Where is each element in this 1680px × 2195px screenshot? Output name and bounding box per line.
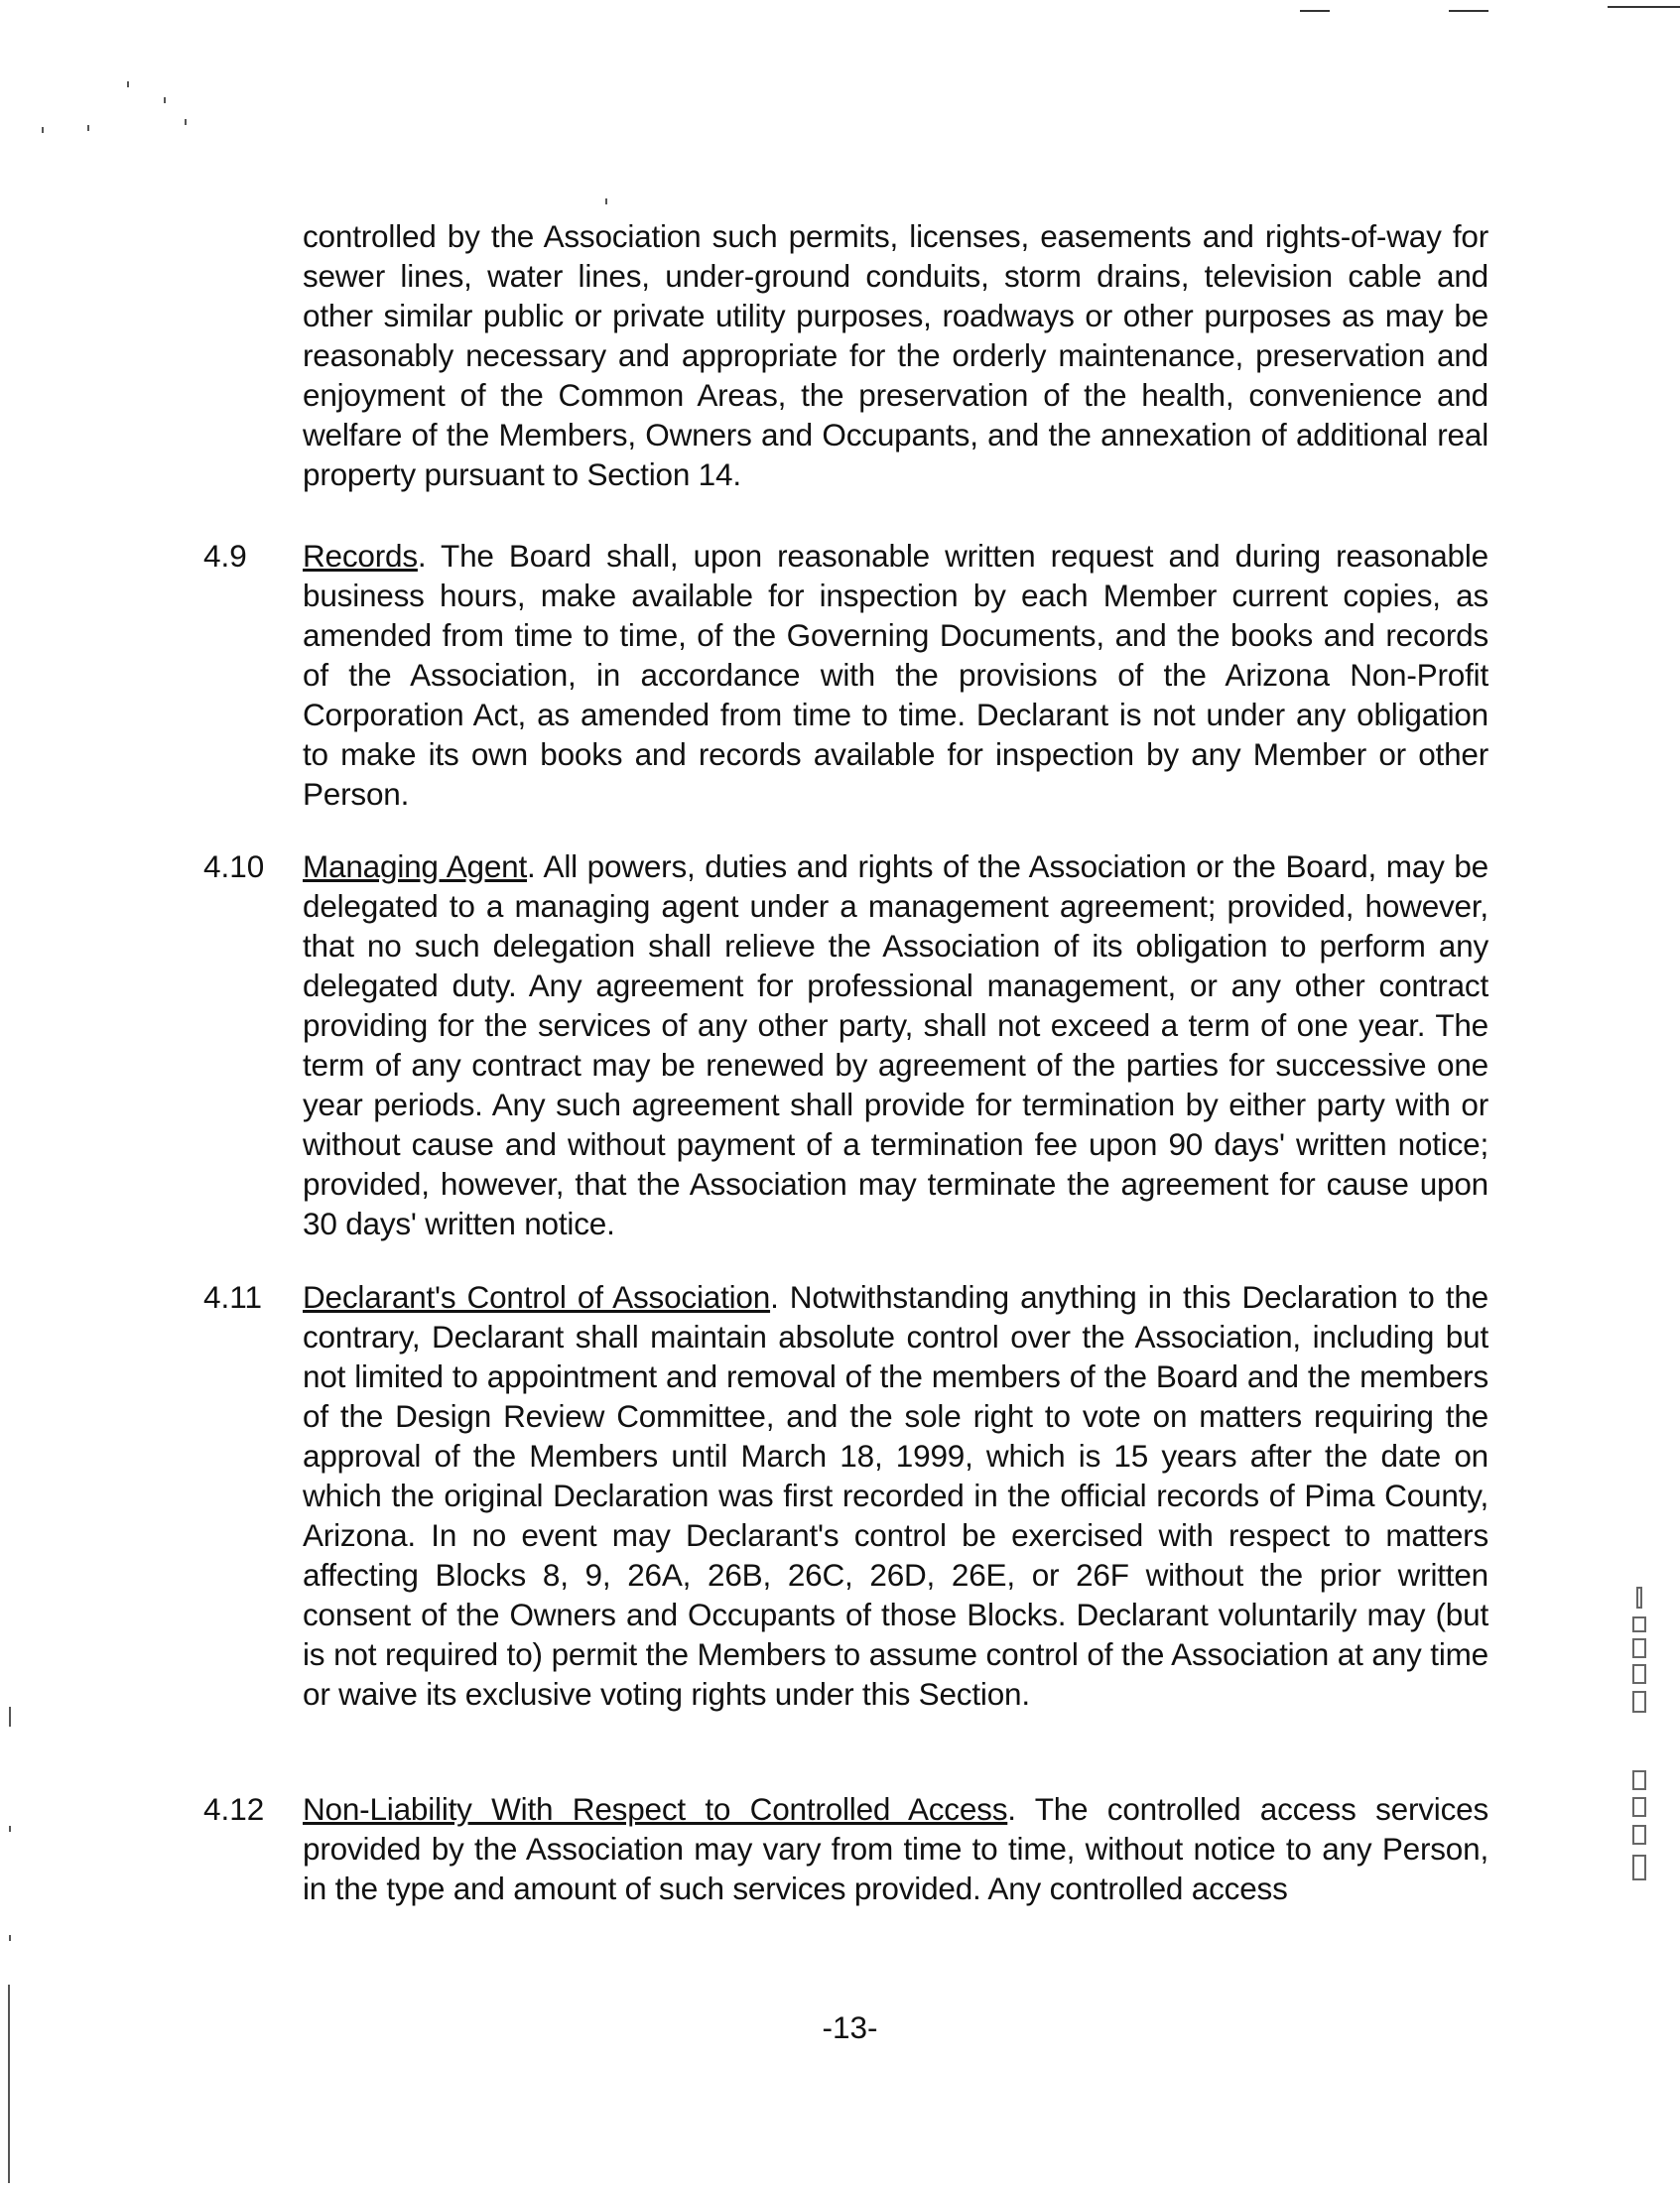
section-text	[303, 1789, 1488, 1908]
section-text	[303, 536, 1488, 814]
section-heading: Non-Liability With Respect to Controlled Access	[303, 1791, 1008, 1827]
scan-artifact-dot	[605, 198, 607, 204]
section-body: . The Board shall, upon reasonable written request and during reasonable business hours, make available for inspection by each Member current copies, as amended from time to time, of the Governing Documents, and the books and records of the Association, in accordance with the provisions of the Arizona Non-Profit Corporation Act, as amended from time to time. Declarant is not under any obligation to make its own books and records available for inspection by any Member or other Person.	[303, 538, 1488, 812]
scan-artifact-top-rule	[1449, 10, 1488, 12]
page-number: -13-	[822, 2009, 878, 2045]
scan-artifact-dot	[9, 1826, 11, 1832]
scan-artifact-dot	[9, 1707, 11, 1727]
scan-artifact-dot	[127, 81, 129, 87]
section-number: 4.12	[203, 1791, 265, 1827]
section-number: 4.11	[203, 1279, 262, 1315]
section-text	[303, 1277, 1488, 1714]
section-body: . The controlled access services provided by the Association may vary from time to time, without notice to any Person, in the type and amount of such services provided. Any controlled access	[303, 1791, 1489, 1906]
section-number: 4.10	[203, 848, 265, 884]
section-heading: Declarant's Control of Association	[303, 1279, 771, 1315]
scan-artifact-dot	[185, 119, 187, 125]
section-heading: Records	[303, 538, 418, 574]
section-heading: Managing Agent	[303, 848, 528, 884]
recording-stamp-mark	[1627, 1578, 1657, 1905]
scan-artifact-top-rule	[1300, 10, 1330, 12]
scan-artifact-top-rule	[1608, 6, 1680, 8]
scan-artifact-dot	[87, 125, 89, 131]
intro-paragraph: controlled by the Association such permits, licenses, easements and rights-of-way for sewer lines, water lines, under-ground conduits, storm drains, television cable and other similar public or private utility purposes, roadways or other purposes as may be reasonably necessary and appropriate for the orderly maintenance, preservation and enjoyment of the Common Areas, the preservation of the health, convenience and welfare of the Members, Owners and Occupants, and the annexation of additional real property pursuant to Section 14.	[303, 218, 1488, 492]
recording-stamp-graphic	[1627, 1578, 1657, 1905]
scan-artifact-dot	[42, 127, 44, 133]
section-number: 4.9	[203, 538, 247, 574]
section-text	[303, 846, 1488, 1243]
scan-artifact-dot	[9, 1935, 11, 1941]
section-body: . Notwithstanding anything in this Declaration to the contrary, Declarant shall maintain absolute control over the Association, including but not limited to appointment and removal of the members of the Board and the members of the Design Review Committee, and the sole right to vote on matters requiring the approval of the Members until March 18, 1999, which is 15 years after the date on which the original Declaration was first recorded in the official records of Pima County, Arizona. In no event may Declarant's control be exercised with respect to matters affecting Blocks 8, 9, 26A, 26B, 26C, 26D, 26E, or 26F without the prior written consent of the Owners and Occupants of those Blocks. Declarant voluntarily may (but is not required to) permit the Members to assume control of the Association at any time or waive its exclusive voting rights under this Section.	[303, 1279, 1488, 1712]
section-body: . All powers, duties and rights of the Association or the Board, may be delegated to a managing agent under a management agreement; provided, however, that no such delegation shall relieve the Association of its obligation to perform any delegated duty. Any agreement for professional management, or any other contract providing for the services of any other party, shall not exceed a term of one year. The term of any contract may be renewed by agreement of the parties for successive one year periods. Any such agreement shall provide for termination by either party with or without cause and without payment of a termination fee upon 90 days' written notice; provided, however, that the Association may terminate the agreement for cause upon 30 days' written notice.	[303, 848, 1488, 1241]
scan-artifact-dot	[164, 97, 166, 103]
